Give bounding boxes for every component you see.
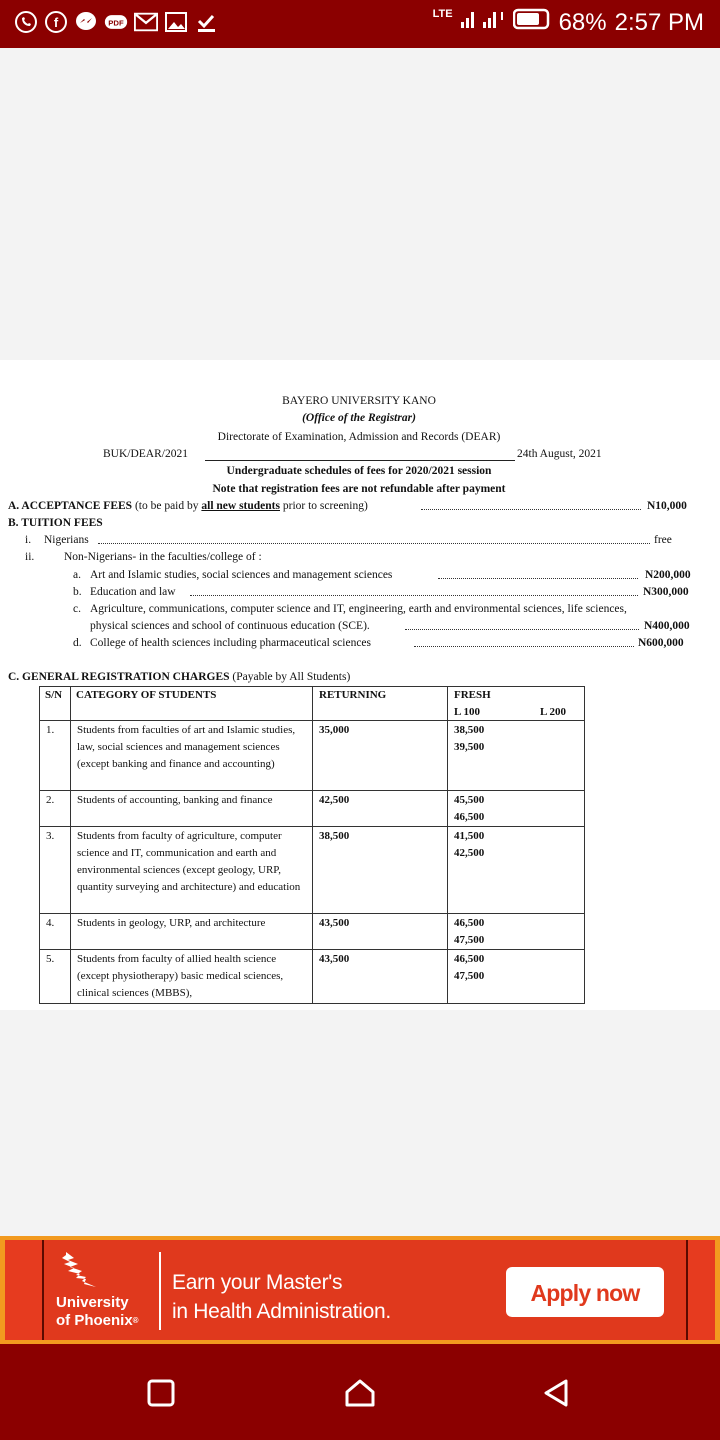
ad-divider [159,1252,161,1330]
image-viewer-background [0,48,720,360]
ad-banner[interactable] [0,1236,720,1344]
tuition-item-label: Agriculture, communications, computer science and IT, engineering, earth and environmental sciences, life sciences, [90,603,627,615]
header-returning: RETURNING [319,689,387,701]
phoenix-logo-icon [60,1248,104,1297]
office-name: (Office of the Registrar) [302,412,416,424]
header-category: CATEGORY OF STUDENTS [76,689,217,701]
registration-charges-table [39,686,585,1004]
row-fresh-l200: 42,500 [454,847,485,859]
row-sn: 1. [46,724,55,736]
tuition-item-label: Art and Islamic studies, social sciences and management sciences [90,569,393,581]
download-complete-icon [194,10,218,34]
tuition-item-label: Education and law [90,586,176,598]
section-c-sub: (Payable by All Students) [232,671,351,683]
non-nigerians-number: ii. [25,551,35,563]
image-viewer-background [0,1010,720,1236]
all-new-students: all new students [201,500,280,512]
section-a-desc: (to be paid by [134,500,199,512]
header-l200: L 200 [540,706,566,718]
navigation-bar [0,1344,720,1440]
row-fresh-l200: 47,500 [454,934,485,946]
university-name: BAYERO UNIVERSITY KANO [282,395,436,407]
row-fresh-l100: 46,500 [454,953,485,965]
header-l100: L 100 [454,706,480,718]
logo-mark: ® [132,1316,139,1325]
ad-panel[interactable] [42,1240,688,1340]
battery-percent: 68% [558,8,607,36]
clock: 2:57 PM [614,8,704,36]
row-fresh-l100: 38,500 [454,724,485,736]
nigerians-number: i. [25,534,32,546]
row-fresh-l100: 46,500 [454,917,485,929]
row-sn: 3. [46,830,55,842]
pdf-icon [104,10,128,34]
row-category: Students from faculty of agriculture, computer science and IT, communication and earth and environmental sciences (except geology, URP, quantity surveying and architecture) and education [77,830,301,893]
row-fresh-l200: 47,500 [454,970,485,982]
tuition-item-label-cont: physical sciences and school of continuous education (SCE). [90,620,370,632]
svg-text:PDF: PDF [108,18,124,28]
whatsapp-icon [14,10,38,34]
recent-apps-icon[interactable] [144,1376,178,1410]
status-bar [0,0,720,48]
tuition-item-number: c. [73,603,81,615]
row-sn: 5. [46,953,55,965]
tuition-item-amount: N400,000 [644,620,690,632]
row-fresh-l100: 45,500 [454,794,485,806]
gmail-icon [134,10,158,34]
svg-text:f: f [53,15,59,30]
apply-now-button[interactable]: Apply now [506,1267,664,1317]
row-fresh-l100: 41,500 [454,830,485,842]
tuition-item-label: College of health sciences including pharmaceutical sciences [90,637,371,649]
row-returning: 35,000 [319,724,350,736]
ad-headline [172,1268,391,1326]
tuition-item-number: d. [73,637,82,649]
row-fresh-l200: 46,500 [454,811,485,823]
document-date: 24th August, 2021 [517,448,602,460]
reference-number: BUK/DEAR/2021 [103,448,188,460]
row-sn: 2. [46,794,55,806]
gallery-icon [164,10,188,34]
acceptance-fees-line [8,499,368,513]
row-returning: 42,500 [319,794,350,806]
section-a-desc-end: prior to screening) [282,500,368,512]
row-fresh-l200: 39,500 [454,741,485,753]
document-title: Undergraduate schedules of fees for 2020/2021 session [226,465,492,477]
tuition-item-amount: N200,000 [645,569,691,581]
acceptance-fee-amount: N10,000 [647,500,687,512]
tuition-item-amount: N600,000 [638,637,684,649]
logo-line2: of Phoenix [56,1312,133,1329]
row-returning: 43,500 [319,917,350,929]
ad-headline-line1: Earn your Master's [172,1271,343,1294]
row-category: Students from faculties of art and Islamic studies, law, social sciences and management sciences (except banking and finance and accounting) [77,724,296,770]
home-icon[interactable] [343,1376,377,1410]
header-fresh: FRESH [454,689,491,701]
tuition-item-number: b. [73,586,82,598]
header-sn: S/N [45,689,63,701]
row-returning: 43,500 [319,953,350,965]
row-category: Students in geology, URP, and architecture [77,917,266,929]
section-c-line [8,670,350,684]
ad-headline-line2: in Health Administration. [172,1300,391,1323]
back-icon[interactable] [540,1376,574,1410]
signal-icon [461,8,505,37]
messenger-icon [74,10,98,34]
logo-line1: University [56,1294,129,1311]
section-c-label: C. GENERAL REGISTRATION CHARGES [8,671,230,683]
nigerians-amount: free [654,534,672,546]
tuition-item-number: a. [73,569,81,581]
fee-schedule-document[interactable] [0,360,720,1010]
section-a-label: A. ACCEPTANCE FEES [8,500,133,512]
row-returning: 38,500 [319,830,350,842]
refund-note: Note that registration fees are not refundable after payment [212,483,506,495]
battery-icon [513,8,551,37]
row-category: Students from faculty of allied health science (except physiotherapy) basic medical sciences, clinical sciences (MBBS), [77,953,284,999]
ad-logo-text [56,1294,139,1330]
non-nigerians-label: Non-Nigerians- in the faculties/college of : [64,551,262,563]
nigerians-label: Nigerians [44,534,89,546]
section-b-label: B. TUITION FEES [8,517,103,529]
network-type: LTE [432,8,453,20]
row-sn: 4. [46,917,55,929]
messenger-icon [44,10,68,34]
directorate-name: Directorate of Examination, Admission and Records (DEAR) [217,431,501,443]
row-category: Students of accounting, banking and finance [77,794,273,806]
tuition-item-amount: N300,000 [643,586,689,598]
